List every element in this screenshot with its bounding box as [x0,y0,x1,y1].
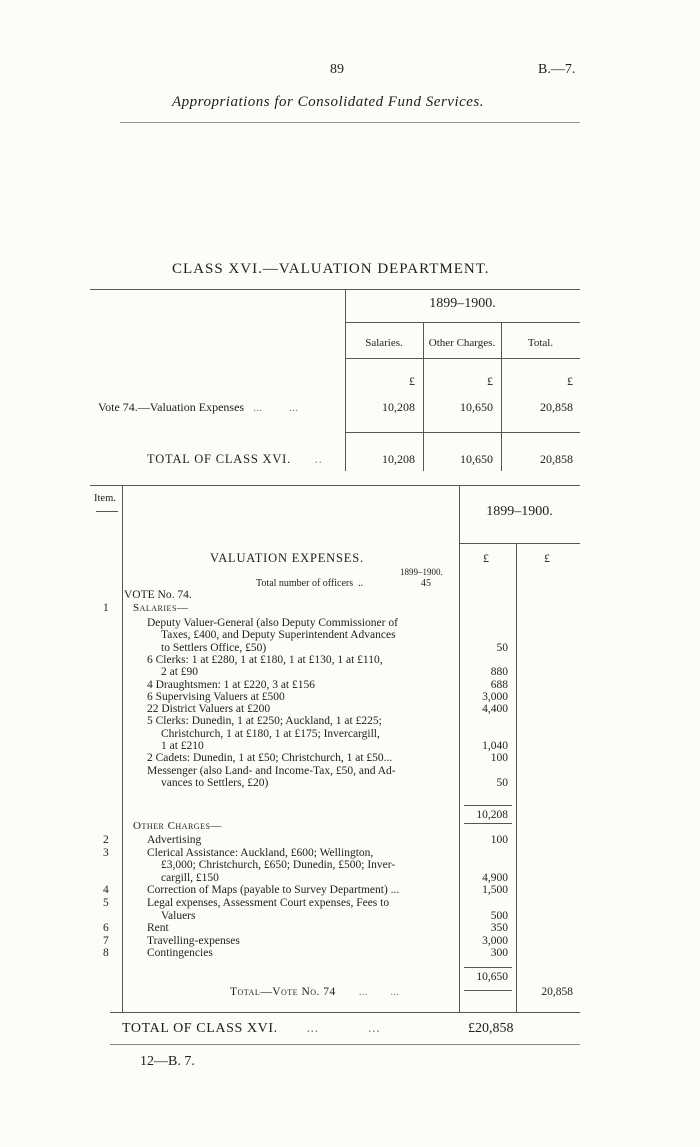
salary-line-amount: 50 [496,777,508,789]
currency-other: £ [487,374,493,388]
summary-total-salaries: 10,208 [382,452,415,466]
detail-year: 1899–1900. [486,504,553,519]
vote-number: VOTE No. 74. [124,589,192,601]
summary-year: 1899–1900. [429,296,496,311]
other-charges-heading: Other Charges— [133,820,222,832]
salary-line-text: 5 Clerks: Dunedin, 1 at £250; Auckland, 1 at £225; [147,715,382,727]
other-line-amount: 100 [490,834,508,846]
vote-74-label: Vote 74.—Valuation Expenses ... ... [98,400,299,414]
other-line-text: Correction of Maps (payable to Survey Department) ... [147,884,400,896]
salary-line-amount: 1,040 [482,740,508,752]
other-item-number: 3 [103,847,109,859]
col-salaries: Salaries. [365,337,403,349]
salary-line-text: Taxes, £400, and Deputy Superintendent Advances [161,629,396,641]
other-line-text: Rent [147,922,169,934]
summary-total-other: 10,650 [460,452,493,466]
col-other-charges: Other Charges. [428,337,496,349]
other-item-number: 5 [103,897,109,909]
officers-count: 45 [421,578,431,589]
vote-total-amount: 20,858 [541,986,573,998]
other-line-amount: 500 [490,910,508,922]
salary-line-text: 22 District Valuers at £200 [147,703,271,715]
running-title: Appropriations for Consolidated Fund Services. [172,94,485,110]
other-line-text: Contingencies [147,947,213,959]
salary-line-text: Messenger (also Land- and Income-Tax, £50, and Ad- [147,765,396,777]
officers-label: Total number of officers .. [256,578,364,589]
salaries-total: 10,208 [476,809,508,821]
other-item-number: 2 [103,834,109,846]
currency-salaries: £ [409,374,415,388]
salary-line-text: 2 Cadets: Dunedin, 1 at £50; Christchurch, 1 at £50... [147,752,393,764]
salaries-item-number: 1 [103,602,109,614]
other-line-text: Legal expenses, Assessment Court expenses, Fees to [147,897,390,909]
salary-line-text: Christchurch, 1 at £180, 1 at £175; Invercargill, [161,728,380,740]
footer-signature: 12—B. 7. [140,1054,195,1069]
page-number: 89 [330,62,344,77]
other-line-text: Clerical Assistance: Auckland, £600; Wellington, [147,847,374,859]
salary-line-amount: 880 [490,666,508,678]
salary-line-amount: 50 [496,642,508,654]
class-title: CLASS XVI.—VALUATION DEPARTMENT. [172,261,490,277]
currency-total: £ [567,374,573,388]
item-header: Item. [94,493,116,504]
other-item-number: 4 [103,884,109,896]
other-line-text: cargill, £150 [161,872,219,884]
section-title: VALUATION EXPENSES. [210,551,364,565]
salary-line-text: 2 at £90 [161,666,199,678]
other-item-number: 7 [103,935,109,947]
salary-line-text: to Settlers Office, £50) [161,642,267,654]
currency-amounts: £ [483,551,489,565]
class-total-label: TOTAL OF CLASS XVI. ... ... [122,1021,381,1036]
other-line-text: Advertising [147,834,202,846]
currency-totals: £ [544,551,550,565]
other-item-number: 6 [103,922,109,934]
salary-line-text: Deputy Valuer-General (also Deputy Commissioner of [147,617,398,629]
class-total-amount: £20,858 [468,1021,514,1036]
vote-74-salaries: 10,208 [382,400,415,414]
vote-74-total: 20,858 [540,400,573,414]
other-line-amount: 300 [490,947,508,959]
salary-line-amount: 4,400 [482,703,508,715]
officers-year: 1899–1900. [400,567,443,577]
salary-line-text: 6 Clerks: 1 at £280, 1 at £180, 1 at £130, 1 at £110, [147,654,383,666]
summary-total-label: TOTAL OF CLASS XVI. .. [147,452,323,466]
header-rule [120,122,580,123]
vote-total-label: Total—Vote No. 74 ... ... [230,986,400,998]
other-line-amount: 4,900 [482,872,508,884]
salary-line-text: 1 at £210 [161,740,204,752]
salary-line-text: 6 Supervising Valuers at £500 [147,691,285,703]
vote-74-other: 10,650 [460,400,493,414]
summary-total-total: 20,858 [540,452,573,466]
other-line-amount: 350 [490,922,508,934]
other-line-text: Travelling-expenses [147,935,240,947]
other-line-amount: 1,500 [482,884,508,896]
other-line-text: Valuers [161,910,196,922]
col-total: Total. [527,337,554,349]
salary-line-amount: 100 [490,752,508,764]
other-line-amount: 3,000 [482,935,508,947]
salary-line-text: 4 Draughtsmen: 1 at £220, 3 at £156 [147,679,316,691]
other-item-number: 8 [103,947,109,959]
salaries-heading: Salaries— [133,602,189,614]
document-reference: B.—7. [538,62,576,77]
salary-line-text: vances to Settlers, £20) [161,777,269,789]
other-charges-total: 10,650 [476,971,508,983]
salary-line-amount: 3,000 [482,691,508,703]
salary-line-amount: 688 [490,679,508,691]
other-line-text: £3,000; Christchurch, £650; Dunedin, £500; Inver- [161,859,396,871]
